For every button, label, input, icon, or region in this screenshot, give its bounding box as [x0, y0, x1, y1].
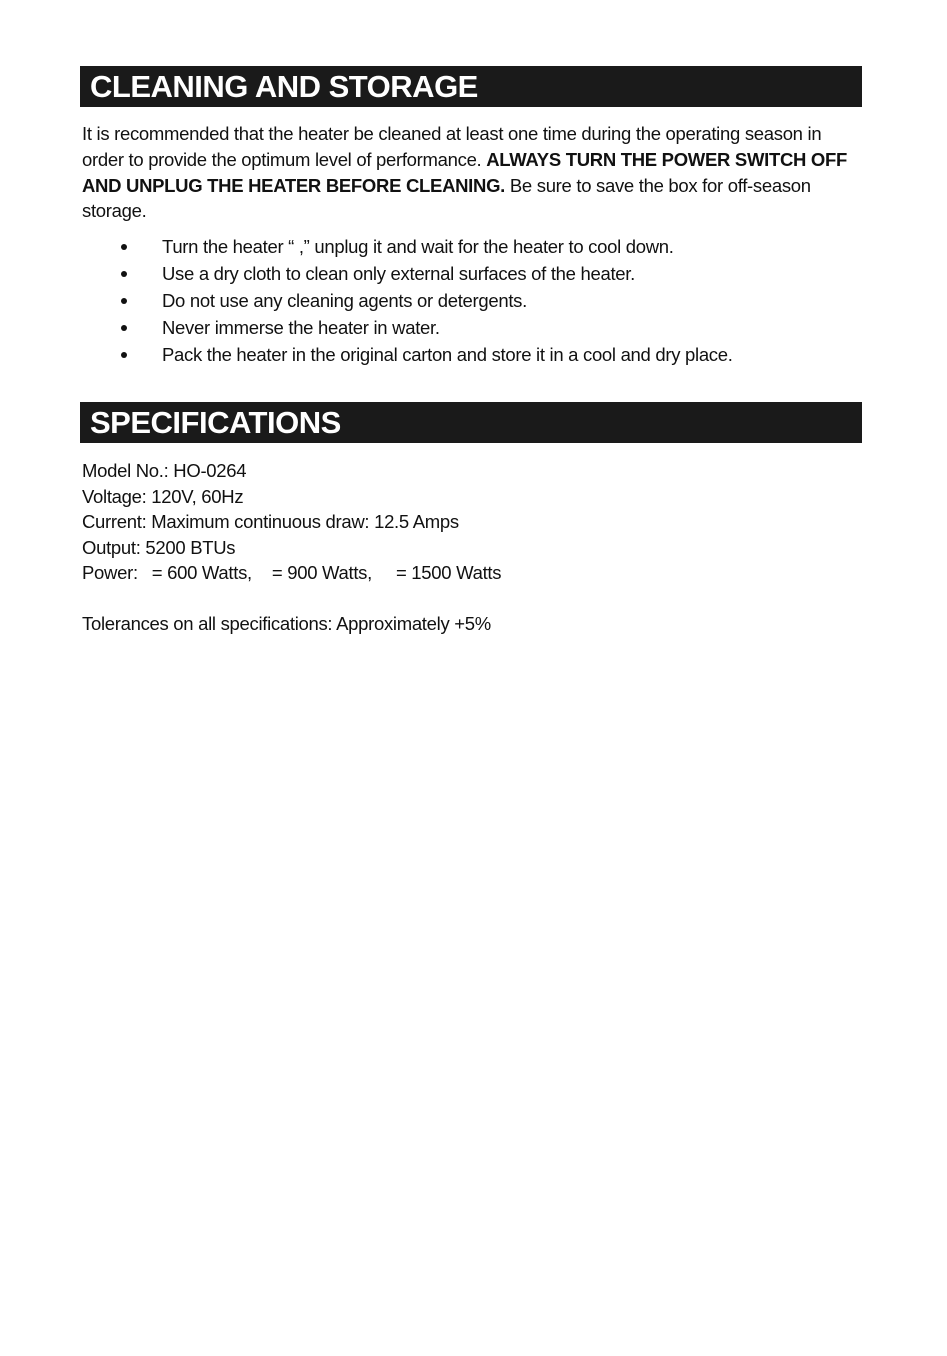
list-item: [0, 287, 947, 314]
list-item: [0, 233, 947, 260]
specifications-list: [82, 458, 501, 637]
bullet-icon: [121, 325, 127, 331]
cleaning-steps-list: [0, 233, 947, 368]
step-text: Do not use any cleaning agents or detergents.: [162, 290, 527, 311]
cleaning-intro: [82, 121, 852, 224]
specifications-heading-text: SPECIFICATIONS: [90, 405, 341, 440]
list-item: [0, 314, 947, 341]
spec-voltage: Voltage: 120V, 60Hz: [82, 485, 244, 507]
bullet-icon: [121, 244, 127, 250]
cleaning-intro-storage: Be sure to save the box for off-season storage.: [82, 174, 811, 222]
cleaning-intro-text: It is recommended that the heater be cleaned at least one time during the operating season in order to provide the optimum level of performance.: [82, 123, 822, 170]
cleaning-heading-text: CLEANING AND STORAGE: [90, 69, 478, 104]
bullet-icon: [121, 298, 127, 304]
list-item: [0, 260, 947, 287]
step-text: Never immerse the heater in water.: [162, 317, 440, 338]
step-text: Pack the heater in the original carton and store it in a cool and dry place.: [162, 344, 733, 365]
specifications-heading: [80, 402, 862, 443]
spec-power-mid: = 900 Watts,: [271, 562, 372, 583]
cleaning-heading: [80, 66, 862, 107]
bullet-icon: [121, 352, 127, 358]
list-item: [0, 341, 947, 368]
spec-current: Current: Maximum continuous draw: 12.5 Amps: [82, 511, 459, 532]
spec-power-label: Power:: [82, 562, 138, 583]
step-text: Use a dry cloth to clean only external surfaces of the heater.: [162, 263, 635, 284]
spec-model: Model No.: HO-0264: [82, 460, 247, 481]
spec-power: [82, 560, 501, 586]
spec-tolerances: Tolerances on all specifications: Approximately +5%: [82, 613, 491, 634]
bullet-icon: [121, 271, 127, 277]
cleaning-warning: ALWAYS TURN THE POWER SWITCH OFF AND UNPLUG THE HEATER BEFORE CLEANING.: [82, 148, 847, 196]
step-text: Turn the heater “ ,” unplug it and wait for the heater to cool down.: [162, 236, 674, 257]
spec-power-high: = 1500 Watts: [395, 562, 502, 583]
spec-output: Output: 5200 BTUs: [82, 536, 236, 558]
spec-power-low: = 600 Watts,: [151, 562, 252, 583]
